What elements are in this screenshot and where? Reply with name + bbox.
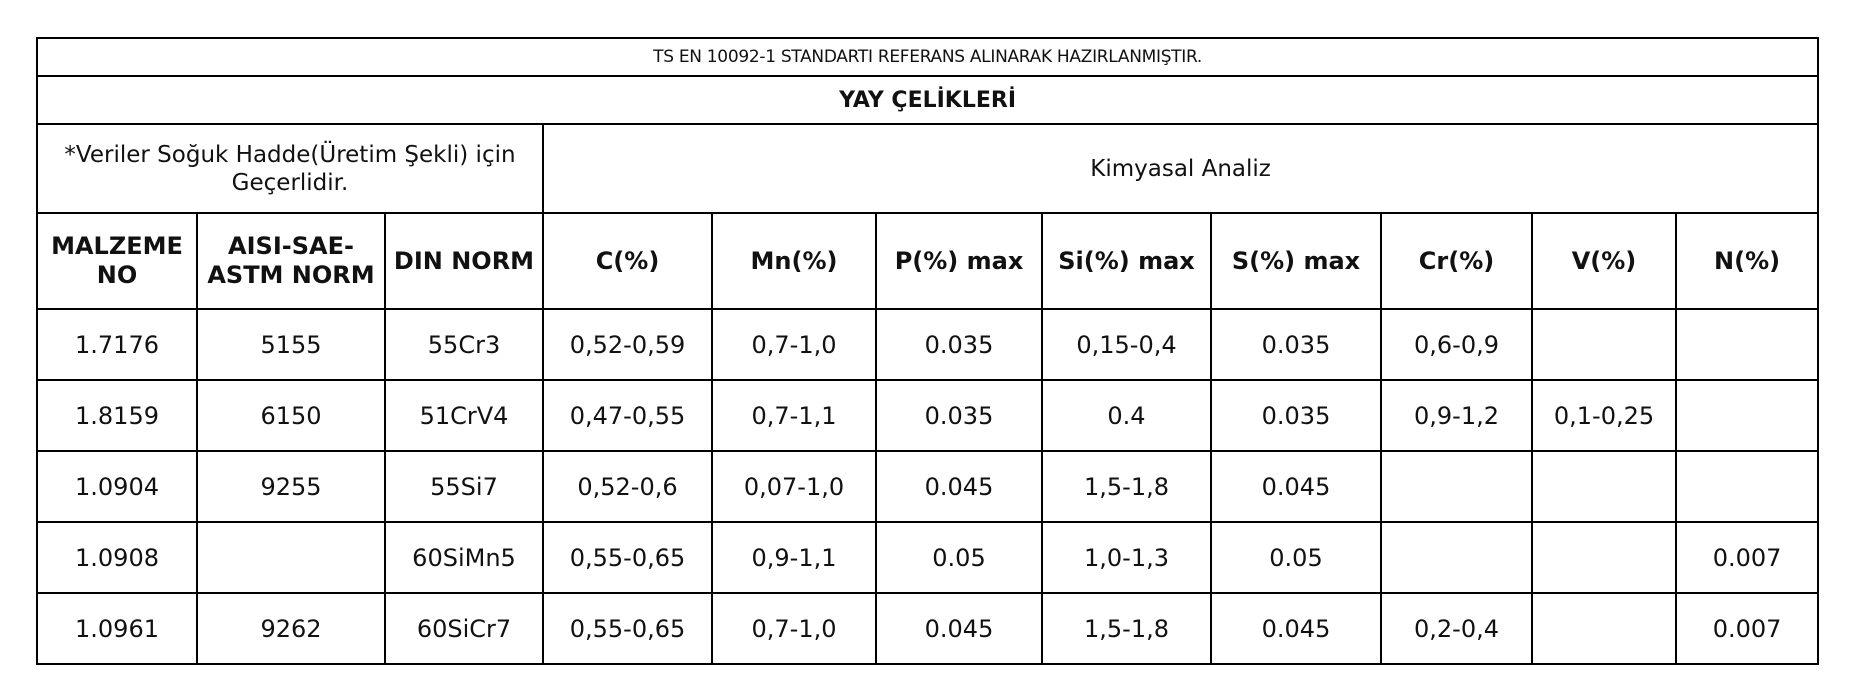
table-cell: 1,5-1,8: [1042, 451, 1211, 522]
table-cell: 0.035: [1211, 380, 1381, 451]
table-cell: 0.045: [876, 593, 1042, 664]
table-cell: 55Si7: [385, 451, 543, 522]
reference-row: [37, 38, 1818, 76]
column-header: S(%) max: [1211, 213, 1381, 309]
table-cell: 1.0961: [37, 593, 197, 664]
table-cell: 0,47-0,55: [543, 380, 712, 451]
table-row: [37, 380, 1818, 451]
note-row: [37, 124, 1818, 213]
table-row: [37, 522, 1818, 593]
table-cell: 0.045: [1211, 593, 1381, 664]
table-cell: 0.05: [1211, 522, 1381, 593]
validity-note: *Veriler Soğuk Hadde(Üretim Şekli) için Geçerlidir.: [37, 124, 543, 213]
table-cell: [1676, 451, 1818, 522]
column-header: Cr(%): [1381, 213, 1532, 309]
column-header: P(%) max: [876, 213, 1042, 309]
table-cell: 1,0-1,3: [1042, 522, 1211, 593]
table-cell: 9262: [197, 593, 385, 664]
table-cell: [197, 522, 385, 593]
table-cell: 60SiMn5: [385, 522, 543, 593]
table-cell: [1381, 522, 1532, 593]
table-row: [37, 593, 1818, 664]
table-cell: 0.035: [876, 380, 1042, 451]
table-cell: 0,07-1,0: [712, 451, 876, 522]
table-cell: 51CrV4: [385, 380, 543, 451]
table-cell: 0.035: [1211, 309, 1381, 380]
reference-note: TS EN 10092-1 STANDARTI REFERANS ALINARAK HAZIRLANMIŞTIR.: [37, 38, 1818, 76]
column-header: AISI-SAE-ASTM NORM: [197, 213, 385, 309]
table-cell: 0,2-0,4: [1381, 593, 1532, 664]
table-cell: 0.007: [1676, 522, 1818, 593]
analysis-label: Kimyasal Analiz: [543, 124, 1818, 213]
table-cell: 1.0908: [37, 522, 197, 593]
table-cell: 0,55-0,65: [543, 593, 712, 664]
table-cell: [1532, 451, 1676, 522]
table-cell: 1.7176: [37, 309, 197, 380]
table-cell: 0,7-1,1: [712, 380, 876, 451]
table-title: YAY ÇELİKLERİ: [37, 76, 1818, 124]
table-cell: 0,52-0,59: [543, 309, 712, 380]
table-cell: 0,52-0,6: [543, 451, 712, 522]
table-cell: 0.007: [1676, 593, 1818, 664]
table-cell: [1381, 451, 1532, 522]
spring-steel-table: [36, 37, 1819, 665]
table-cell: 0,6-0,9: [1381, 309, 1532, 380]
title-row: [37, 76, 1818, 124]
table-cell: 6150: [197, 380, 385, 451]
table-cell: 9255: [197, 451, 385, 522]
table-row: [37, 451, 1818, 522]
column-header: C(%): [543, 213, 712, 309]
table-cell: 0.4: [1042, 380, 1211, 451]
column-header: Si(%) max: [1042, 213, 1211, 309]
steel-table-container: [36, 37, 1819, 665]
table-cell: 1.8159: [37, 380, 197, 451]
table-cell: 0,55-0,65: [543, 522, 712, 593]
table-cell: [1676, 380, 1818, 451]
column-header-row: [37, 213, 1818, 309]
column-header: Mn(%): [712, 213, 876, 309]
table-cell: 55Cr3: [385, 309, 543, 380]
table-cell: 0,9-1,2: [1381, 380, 1532, 451]
table-cell: 1,5-1,8: [1042, 593, 1211, 664]
table-cell: 0.05: [876, 522, 1042, 593]
table-cell: 0,9-1,1: [712, 522, 876, 593]
table-cell: 0.045: [876, 451, 1042, 522]
table-cell: [1532, 309, 1676, 380]
table-cell: 0,1-0,25: [1532, 380, 1676, 451]
column-header: N(%): [1676, 213, 1818, 309]
table-cell: [1532, 593, 1676, 664]
table-cell: 0,7-1,0: [712, 593, 876, 664]
table-cell: 1.0904: [37, 451, 197, 522]
table-cell: 0,15-0,4: [1042, 309, 1211, 380]
table-cell: 0.045: [1211, 451, 1381, 522]
table-cell: 60SiCr7: [385, 593, 543, 664]
table-cell: [1676, 309, 1818, 380]
column-header: V(%): [1532, 213, 1676, 309]
table-cell: [1532, 522, 1676, 593]
column-header: DIN NORM: [385, 213, 543, 309]
table-cell: 0.035: [876, 309, 1042, 380]
table-cell: 0,7-1,0: [712, 309, 876, 380]
table-row: [37, 309, 1818, 380]
table-cell: 5155: [197, 309, 385, 380]
column-header: MALZEME NO: [37, 213, 197, 309]
